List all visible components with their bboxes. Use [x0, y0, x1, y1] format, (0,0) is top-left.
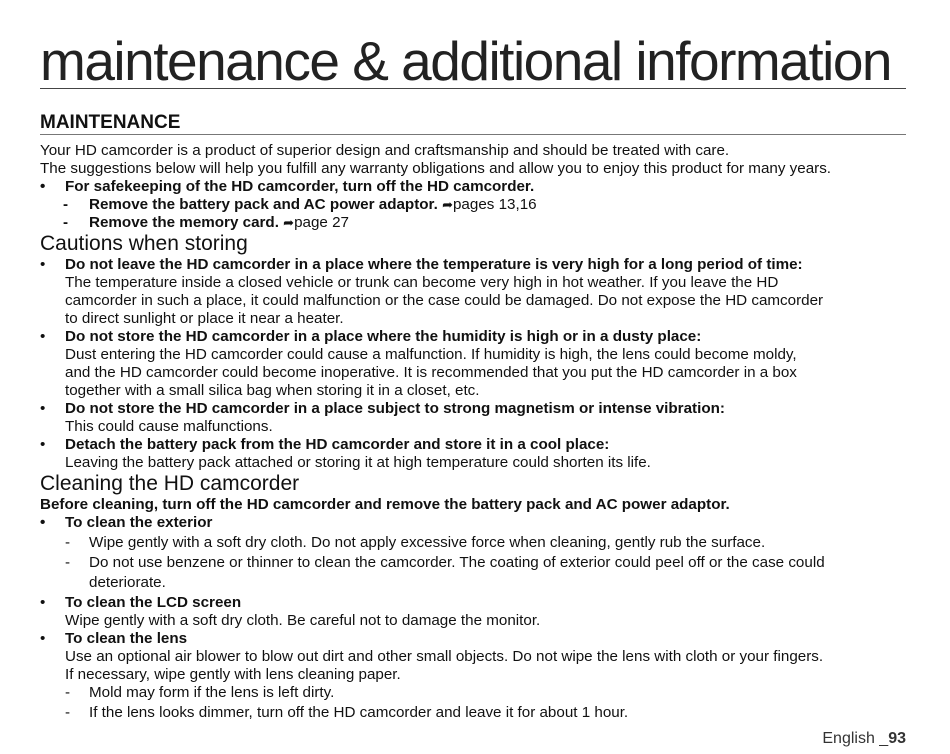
clean-lcd-title: To clean the LCD screen [65, 594, 242, 611]
footer-language: English _ [822, 730, 889, 747]
section-title: MAINTENANCE [40, 113, 906, 135]
page-ref-arrow-icon: ➦ [442, 197, 453, 212]
storing-item-title: Do not leave the HD camcorder in a place where the temperature is very high for a long period of time: [65, 256, 803, 273]
clean-exterior-dash-2 [40, 554, 910, 592]
dash-icon: - [65, 704, 71, 721]
safekeeping-item-text: Remove the memory card. [89, 214, 279, 231]
storing-item-title: Detach the battery pack from the HD camcorder and store it in a cool place: [65, 436, 610, 453]
bullet-icon: • [40, 436, 46, 453]
safekeeping-item-text: Remove the battery pack and AC power adaptor. [89, 196, 438, 213]
storing-item-line: camcorder in such a place, it could malfunction or the case could be damaged. Do not expose the HD camcorder [65, 292, 824, 309]
storing-item-line: Dust entering the HD camcorder could cause a malfunction. If humidity is high, the lens could become moldy, [65, 346, 797, 363]
cleaning-intro: Before cleaning, turn off the HD camcorder and remove the battery pack and AC power adaptor. [40, 496, 730, 513]
bullet-icon: • [40, 514, 46, 531]
storing-item-line: together with a small silica bag when storing it in a closet, etc. [65, 382, 480, 399]
clean-exterior-text: Do not use benzene or thinner to clean the camcorder. The coating of exterior could peel off or the case could [89, 554, 825, 571]
storing-item-line: The temperature inside a closed vehicle or trunk can become very high in hot weather. If you leave the HD [65, 274, 779, 291]
safekeeping-item-1 [40, 196, 910, 214]
dash-icon: - [63, 214, 69, 231]
bullet-icon: • [40, 256, 46, 273]
clean-lcd-bullet [40, 594, 910, 630]
content [40, 142, 910, 722]
storing-item-4 [40, 436, 910, 472]
dash-icon: - [65, 684, 71, 701]
clean-lens-text: If necessary, wipe gently with lens cleaning paper. [65, 666, 401, 683]
bullet-icon: • [40, 400, 46, 417]
clean-lens-dash-text: If the lens looks dimmer, turn off the HD camcorder and leave it for about 1 hour. [89, 704, 629, 721]
clean-exterior-bullet [40, 514, 910, 532]
page-ref-arrow-icon: ➦ [283, 215, 295, 230]
bullet-icon: • [40, 178, 46, 195]
bullet-icon: • [40, 328, 46, 345]
storing-item-line: and the HD camcorder could become inoperative. It is recommended that you put the HD camcorder in a box [65, 364, 797, 381]
page-number: 93 [888, 730, 906, 747]
clean-exterior-title: To clean the exterior [65, 514, 213, 531]
intro-line-2: The suggestions below will help you fulfill any warranty obligations and allow you to enjoy this product for many years. [40, 160, 832, 177]
storing-item-2 [40, 328, 910, 400]
storing-item-1 [40, 256, 910, 328]
storing-item-line: Leaving the battery pack attached or storing it at high temperature could shorten its life. [65, 454, 651, 471]
bullet-icon: • [40, 630, 46, 647]
page-ref: page 27 [294, 214, 349, 231]
clean-lcd-text: Wipe gently with a soft dry cloth. Be careful not to damage the monitor. [65, 612, 541, 629]
safekeeping-text: For safekeeping of the HD camcorder, turn off the HD camcorder. [65, 178, 535, 195]
safekeeping-bullet [40, 178, 910, 196]
page-ref: pages 13,16 [452, 196, 537, 213]
storing-item-title: Do not store the HD camcorder in a place subject to strong magnetism or intense vibration: [65, 400, 725, 417]
cleaning-heading: Cleaning the HD camcorder [40, 472, 300, 495]
bullet-icon: • [40, 594, 46, 611]
clean-lens-title: To clean the lens [65, 630, 188, 647]
safekeeping-item-2 [40, 214, 910, 232]
storing-item-line: to direct sunlight or place it near a heater. [65, 310, 344, 327]
clean-lens-text: Use an optional air blower to blow out dirt and other small objects. Do not wipe the lens with cloth or your fingers. [65, 648, 824, 665]
clean-exterior-text: Wipe gently with a soft dry cloth. Do not apply excessive force when cleaning, gently rub the surface. [89, 534, 766, 551]
dash-icon: - [63, 196, 69, 213]
clean-lens-dash-1 [40, 684, 910, 702]
dash-icon: - [65, 554, 71, 571]
clean-lens-bullet [40, 630, 910, 684]
storing-heading: Cautions when storing [40, 232, 248, 255]
storing-item-title: Do not store the HD camcorder in a place where the humidity is high or in a dusty place: [65, 328, 702, 345]
clean-lens-dash-text: Mold may form if the lens is left dirty. [89, 684, 335, 701]
page-title: maintenance & additional information [40, 30, 906, 89]
clean-exterior-text: deteriorate. [89, 574, 166, 591]
storing-item-3 [40, 400, 910, 436]
clean-exterior-dash-1 [40, 534, 910, 552]
dash-icon: - [65, 534, 71, 551]
storing-item-line: This could cause malfunctions. [65, 418, 273, 435]
clean-lens-dash-2 [40, 704, 910, 722]
page-footer [822, 730, 906, 748]
intro-line-1: Your HD camcorder is a product of superior design and craftsmanship and should be treated with care. [40, 142, 730, 159]
